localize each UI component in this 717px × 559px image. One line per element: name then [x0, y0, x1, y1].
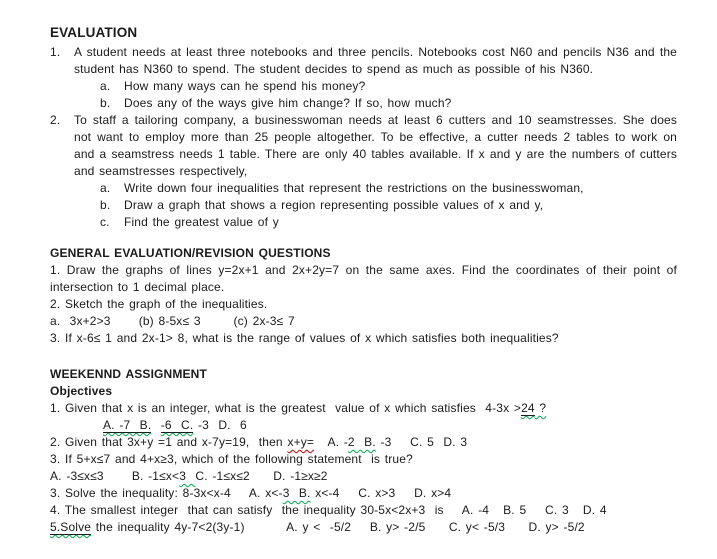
text-segment: 3 B. [282, 486, 311, 500]
objective-q3 [50, 451, 677, 468]
text-segment: ? [534, 401, 547, 415]
question-1 [50, 44, 677, 78]
text-segment: 2. Given that 3x+y =1 and x-7y=19, then [50, 435, 288, 449]
question-1b-label: b. [100, 96, 111, 110]
objective-q1 [50, 400, 677, 417]
objectives-heading: Objectives [50, 384, 113, 398]
objective-q2 [50, 434, 677, 451]
question-2b-text: Draw a graph that shows a region representing possible values of x and y, [124, 198, 544, 212]
question-1b [50, 95, 677, 112]
question-1-text: A student needs at least three notebooks and three pencils. Notebooks cost N60 and pencils N36 and the student has N360 to spend. The student decides to spend as much as possible of his N360. [74, 45, 677, 76]
general-evaluation-heading: GENERAL EVALUATION/REVISION QUESTIONS [50, 246, 331, 260]
question-2c-label: c. [100, 215, 110, 229]
text-segment: -3 C. 5 D. 3 [375, 435, 468, 449]
text-segment: 3 [179, 469, 196, 483]
text-segment [151, 418, 160, 432]
general-q3: 3. If x-6≤ 1 and 2x-1> 8, what is the range of values of x which satisfies both inequalities? [50, 331, 559, 345]
section-gap [50, 231, 677, 245]
question-2a-label: a. [100, 181, 111, 195]
objective-q4 [50, 502, 677, 519]
text-segment: 4. The smallest integer that can satisfy the inequality 30-5x<2x+3 is A. -4 B. 5 C. 3 D. 4 [50, 503, 607, 517]
objective-q3-options [50, 468, 677, 485]
question-2c-text: Find the greatest value of y [124, 215, 279, 229]
question-2-number: 2. [50, 113, 61, 127]
text-segment: 1. Given that x is an integer, what is the greatest value of x which satisfies 4-3x > [50, 401, 522, 415]
question-2a [50, 180, 677, 197]
text-segment: the inequality 4y-7<2(3y-1) A. y < -5/2 B. y> -2/5 C. y< -5/3 D. y> -5/2 [91, 520, 585, 534]
question-1a [50, 78, 677, 95]
text-segment: -6 C. [160, 418, 194, 432]
question-1-number: 1. [50, 45, 61, 59]
text-segment: x+y= [287, 435, 315, 449]
question-2a-text: Write down four inequalities that represent the restrictions on the businesswoman, [124, 181, 584, 195]
question-1a-text: How many ways can he spend his money? [124, 79, 366, 93]
question-2c [50, 214, 677, 231]
text-segment: x<-4 C. x>3 D. x>4 [310, 486, 452, 500]
general-q2-options: a. 3x+2>3 (b) 8-5x≤ 3 (c) 2x-3≤ 7 [50, 314, 295, 328]
general-q1: 1. Draw the graphs of lines y=2x+1 and 2x+2y=7 on the same axes. Find the coordinates of their point of intersection to 1 decimal place. [50, 263, 677, 294]
question-1a-label: a. [100, 79, 111, 93]
question-2-text: To staff a tailoring company, a businesswoman needs at least 6 cutters and 10 seamstresses. She does not want to employ more than 25 people altogether. To be effective, a cutter needs 2 tables to work on and a seamstress needs 1 table. There are only 40 tables available. If x and y are the numbers of cutters and seamstresses respectively, [74, 113, 677, 178]
objective-q1-options [50, 417, 677, 434]
weekend-assignment-heading: WEEKENND ASSIGNMENT [50, 367, 207, 381]
question-2 [50, 112, 677, 180]
objective-q5 [50, 519, 677, 536]
text-segment: 24 [521, 401, 535, 415]
question-1b-text: Does any of the ways give him change? If so, how much? [124, 96, 452, 110]
general-q2: 2. Sketch the graph of the inequalities. [50, 297, 268, 311]
question-2b [50, 197, 677, 214]
text-segment: 3. If 5+x≤7 and 4+x≥3, which of the following statement is true? [50, 452, 413, 466]
evaluation-heading: EVALUATION [50, 25, 138, 40]
text-segment: A. -7 B. [103, 418, 152, 432]
text-segment: A. - [314, 435, 348, 449]
text-segment: A. -3≤x≤3 B. -1≤x< [50, 469, 180, 483]
text-segment: -3 D. 6 [193, 418, 247, 432]
section-gap [50, 347, 677, 366]
text-segment: C. -1≤x≤2 D. -1≥x≥2 [195, 469, 328, 483]
text-segment: 3. Solve the inequality: 8-3x<x-4 A. x<- [50, 486, 283, 500]
objective-q3b [50, 485, 677, 502]
text-segment: 5.Solve [50, 520, 92, 534]
text-segment: 2 B. [347, 435, 376, 449]
question-2b-label: b. [100, 198, 111, 212]
